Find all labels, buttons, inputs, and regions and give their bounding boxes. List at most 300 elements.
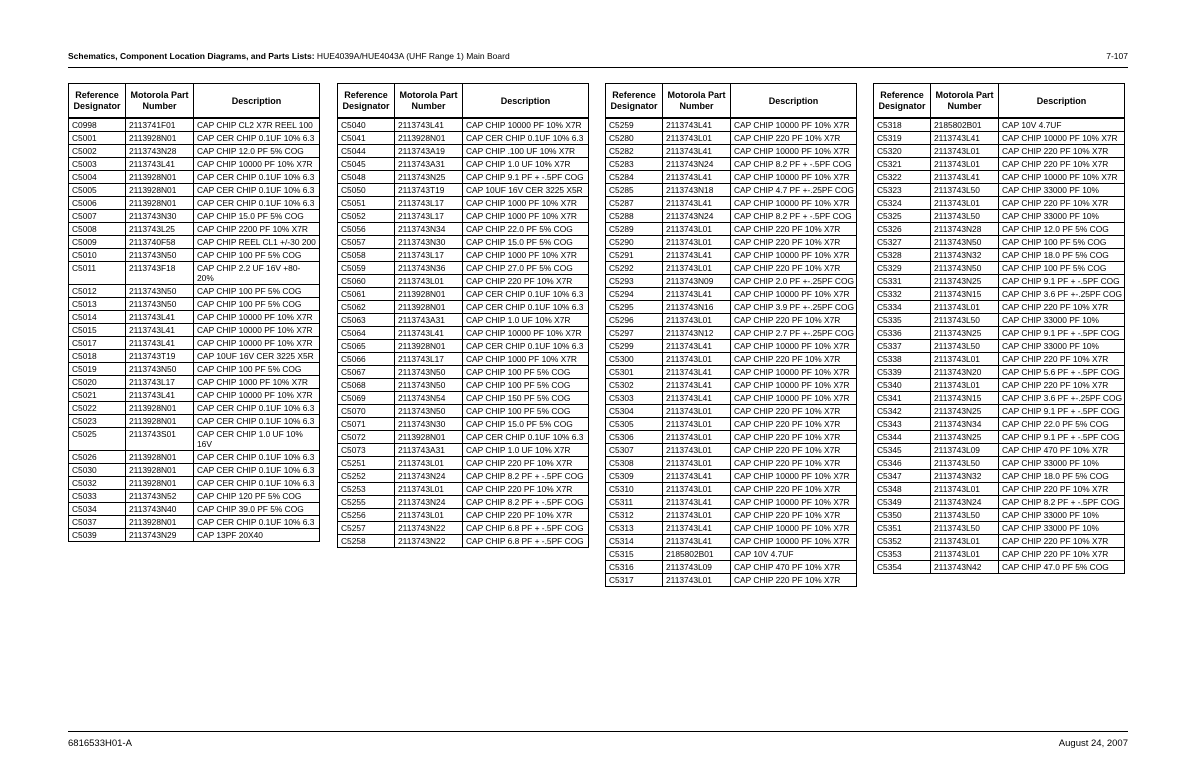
column-header-reference: Reference Designator <box>69 84 126 118</box>
reference-cell: C5021 <box>69 389 126 401</box>
description-cell: CAP CHIP 33000 PF 10% <box>1002 341 1099 351</box>
table-row <box>606 184 856 197</box>
reference-cell: C5032 <box>69 477 126 489</box>
reference-cell: C5346 <box>874 457 931 469</box>
description-cell: CAP CHIP 2.0 PF +-.25PF COG <box>734 276 855 286</box>
reference-cell: C5314 <box>606 535 663 547</box>
reference-cell: C5022 <box>69 402 126 414</box>
table-row <box>338 457 588 470</box>
part-number-cell: 2113743N50 <box>931 236 999 248</box>
part-number-cell: 2113743N32 <box>931 249 999 261</box>
part-number-cell: 2113743N24 <box>663 210 731 222</box>
table-row <box>606 379 856 392</box>
part-number-cell: 2113743N12 <box>663 327 731 339</box>
part-number-cell: 2113743N25 <box>931 275 999 287</box>
part-number-cell: 2113743L01 <box>663 223 731 235</box>
table-row <box>874 483 1124 496</box>
part-number-cell: 2113743L17 <box>395 353 463 365</box>
reference-cell: C5014 <box>69 311 126 323</box>
description-cell: CAP CER CHIP 0.1UF 10% 6.3 <box>466 432 584 442</box>
description-cell: CAP CHIP 220 PF 10% X7R <box>734 133 841 143</box>
table-header <box>874 84 1124 119</box>
table-row <box>874 236 1124 249</box>
part-number-cell: 2113740F58 <box>126 236 194 248</box>
table-row <box>874 132 1124 145</box>
reference-cell: C5296 <box>606 314 663 326</box>
part-number-cell: 2113743L41 <box>395 119 463 131</box>
table-row <box>874 431 1124 444</box>
description-cell: CAP CHIP 1.0 UF 10% X7R <box>466 315 571 325</box>
description-cell: CAP CHIP 100 PF 5% COG <box>466 406 571 416</box>
description-cell: CAP CHIP 22.0 PF 5% COG <box>1002 419 1109 429</box>
part-number-cell: 2113743S01 <box>126 428 194 450</box>
description-cell: CAP CHIP 220 PF 10% X7R <box>734 354 841 364</box>
description-cell: CAP CER CHIP 0.1UF 10% 6.3 <box>197 416 315 426</box>
part-number-cell: 2113743N15 <box>931 392 999 404</box>
reference-cell: C5037 <box>69 516 126 528</box>
description-cell: CAP CHIP 10000 PF 10% X7R <box>734 120 850 130</box>
table-row <box>69 451 319 464</box>
part-number-cell: 2113743N16 <box>663 301 731 313</box>
reference-cell: C5301 <box>606 366 663 378</box>
description-cell: CAP CHIP 220 PF 10% X7R <box>466 458 573 468</box>
table-row <box>874 379 1124 392</box>
part-number-cell: 2113743L01 <box>663 405 731 417</box>
part-number-cell: 2113743N20 <box>931 366 999 378</box>
table-row <box>874 158 1124 171</box>
part-number-cell: 2113743L01 <box>663 418 731 430</box>
table-row <box>874 210 1124 223</box>
table-row <box>338 158 588 171</box>
table-row <box>338 483 588 496</box>
description-cell: CAP CHIP 33000 PF 10% <box>1002 185 1099 195</box>
reference-cell: C0998 <box>69 119 126 131</box>
description-cell: CAP CHIP 9.1 PF + -.5PF COG <box>1002 328 1120 338</box>
reference-cell: C5300 <box>606 353 663 365</box>
table-row <box>874 457 1124 470</box>
reference-cell: C5067 <box>338 366 395 378</box>
part-number-cell: 2113743L01 <box>663 314 731 326</box>
description-cell: CAP CER CHIP 0.1UF 10% 6.3 <box>197 133 315 143</box>
part-number-cell: 2113743L01 <box>663 457 731 469</box>
description-cell: CAP CHIP 33000 PF 10% <box>1002 523 1099 533</box>
part-number-cell: 2113928N01 <box>126 171 194 183</box>
table-row <box>606 197 856 210</box>
part-number-cell: 2113743N25 <box>395 171 463 183</box>
reference-cell: C5321 <box>874 158 931 170</box>
reference-cell: C5318 <box>874 119 931 131</box>
description-cell: CAP CHIP 8.2 PF + -.5PF COG <box>466 471 584 481</box>
table-row <box>338 470 588 483</box>
part-number-cell: 2113743L50 <box>931 509 999 521</box>
reference-cell: C5045 <box>338 158 395 170</box>
description-cell: CAP CHIP 220 PF 10% X7R <box>1002 549 1109 559</box>
reference-cell: C5253 <box>338 483 395 495</box>
description-cell: CAP CHIP 220 PF 10% X7R <box>466 510 573 520</box>
reference-cell: C5048 <box>338 171 395 183</box>
part-number-cell: 2113743N50 <box>931 262 999 274</box>
reference-cell: C5001 <box>69 132 126 144</box>
description-cell: CAP CHIP 33000 PF 10% <box>1002 315 1099 325</box>
part-number-cell: 2113743N09 <box>663 275 731 287</box>
table-row <box>69 503 319 516</box>
part-number-cell: 2113743N22 <box>395 522 463 534</box>
part-number-cell: 2113928N01 <box>126 132 194 144</box>
part-number-cell: 2113743L41 <box>663 197 731 209</box>
table-row <box>338 418 588 431</box>
part-number-cell: 2113743A31 <box>395 444 463 456</box>
reference-cell: C5010 <box>69 249 126 261</box>
table-row <box>69 350 319 363</box>
table-row <box>874 470 1124 483</box>
description-cell: CAP CHIP 220 PF 10% X7R <box>1002 146 1109 156</box>
table-row <box>606 509 856 522</box>
description-cell: CAP CHIP 1000 PF 10% X7R <box>466 250 577 260</box>
reference-cell: C5072 <box>338 431 395 443</box>
description-cell: CAP CHIP 220 PF 10% X7R <box>1002 302 1109 312</box>
reference-cell: C5351 <box>874 522 931 534</box>
description-cell: CAP CHIP 33000 PF 10% <box>1002 211 1099 221</box>
table-row <box>606 483 856 496</box>
reference-cell: C5342 <box>874 405 931 417</box>
table-row <box>338 340 588 353</box>
table-row <box>69 464 319 477</box>
description-cell: CAP CHIP 6.8 PF + -.5PF COG <box>466 536 584 546</box>
part-number-cell: 2113743L41 <box>663 366 731 378</box>
part-number-cell: 2113743L41 <box>126 158 194 170</box>
column-header-reference: Reference Designator <box>338 84 395 118</box>
reference-cell: C5353 <box>874 548 931 560</box>
table-row <box>338 444 588 457</box>
reference-cell: C5050 <box>338 184 395 196</box>
table-row <box>69 171 319 184</box>
reference-cell: C5290 <box>606 236 663 248</box>
reference-cell: C5293 <box>606 275 663 287</box>
description-cell: CAP CHIP 10000 PF 10% X7R <box>734 250 850 260</box>
table-row <box>874 275 1124 288</box>
table-row <box>338 535 588 547</box>
part-number-cell: 2113743L17 <box>395 249 463 261</box>
column-header-description: Description <box>768 95 819 106</box>
description-cell: CAP CHIP 1.0 UF 10% X7R <box>466 445 571 455</box>
table-row <box>69 236 319 249</box>
part-number-cell: 2113743L50 <box>931 522 999 534</box>
description-cell: CAP 13PF 20X40 <box>197 530 263 540</box>
description-cell: CAP CHIP 10000 PF 10% X7R <box>197 312 313 322</box>
part-number-cell: 2113743L09 <box>931 444 999 456</box>
table-row <box>606 301 856 314</box>
part-number-cell: 2113743N32 <box>931 470 999 482</box>
part-number-cell: 2113743L01 <box>663 262 731 274</box>
table-row <box>606 431 856 444</box>
reference-cell: C5005 <box>69 184 126 196</box>
description-cell: CAP CHIP 220 PF 10% X7R <box>734 224 841 234</box>
reference-cell: C5007 <box>69 210 126 222</box>
description-cell: CAP CHIP 4.7 PF +-.25PF COG <box>734 185 855 195</box>
reference-cell: C5295 <box>606 301 663 313</box>
table-row <box>874 548 1124 561</box>
part-number-cell: 2113743N24 <box>395 470 463 482</box>
reference-cell: C5012 <box>69 285 126 297</box>
column-header-part-number: Motorola Part Number <box>395 84 463 118</box>
description-cell: CAP CHIP 22.0 PF 5% COG <box>466 224 573 234</box>
reference-cell: C5066 <box>338 353 395 365</box>
part-number-cell: 2113743N28 <box>126 145 194 157</box>
reference-cell: C5311 <box>606 496 663 508</box>
table-row <box>874 444 1124 457</box>
description-cell: CAP CER CHIP 0.1UF 10% 6.3 <box>197 172 315 182</box>
reference-cell: C5006 <box>69 197 126 209</box>
description-cell: CAP CHIP 10000 PF 10% X7R <box>734 289 850 299</box>
table-row <box>874 535 1124 548</box>
table-row <box>606 132 856 145</box>
part-number-cell: 2113928N01 <box>126 184 194 196</box>
part-number-cell: 2113743L01 <box>931 353 999 365</box>
table-row <box>606 392 856 405</box>
part-number-cell: 2113928N01 <box>395 431 463 443</box>
part-number-cell: 2113743L41 <box>663 392 731 404</box>
description-cell: CAP CHIP 100 PF 5% COG <box>197 286 302 296</box>
reference-cell: C5065 <box>338 340 395 352</box>
description-cell: CAP CER CHIP 0.1UF 10% 6.3 <box>197 185 315 195</box>
reference-cell: C5335 <box>874 314 931 326</box>
table-row <box>69 197 319 210</box>
table-row <box>338 249 588 262</box>
part-number-cell: 2113743L41 <box>663 288 731 300</box>
table-row <box>338 171 588 184</box>
reference-cell: C5324 <box>874 197 931 209</box>
part-number-cell: 2113743A19 <box>395 145 463 157</box>
description-cell: CAP CHIP 10000 PF 10% X7R <box>734 146 850 156</box>
part-number-cell: 2113743L01 <box>395 509 463 521</box>
reference-cell: C5297 <box>606 327 663 339</box>
part-number-cell: 2113743L01 <box>663 483 731 495</box>
table-row <box>69 262 319 285</box>
table-row <box>874 301 1124 314</box>
reference-cell: C5315 <box>606 548 663 560</box>
part-number-cell: 2113743L01 <box>663 353 731 365</box>
column-header-part-number: Motorola Part Number <box>663 84 731 118</box>
table-row <box>69 363 319 376</box>
reference-cell: C5059 <box>338 262 395 274</box>
description-cell: CAP CHIP 6.8 PF + -.5PF COG <box>466 523 584 533</box>
part-number-cell: 2185802B01 <box>663 548 731 560</box>
table-row <box>338 145 588 158</box>
part-number-cell: 2113743L01 <box>663 444 731 456</box>
part-number-cell: 2113743L01 <box>931 548 999 560</box>
parts-table-3 <box>605 83 857 587</box>
table-row <box>874 119 1124 132</box>
reference-cell: C5030 <box>69 464 126 476</box>
part-number-cell: 2113743L50 <box>931 184 999 196</box>
description-cell: CAP 10V 4.7UF <box>1002 120 1062 130</box>
table-row <box>606 288 856 301</box>
reference-cell: C5056 <box>338 223 395 235</box>
description-cell: CAP CHIP 220 PF 10% X7R <box>1002 536 1109 546</box>
reference-cell: C5073 <box>338 444 395 456</box>
description-cell: CAP CHIP 150 PF 5% COG <box>466 393 571 403</box>
part-number-cell: 2113743N30 <box>395 236 463 248</box>
reference-cell: C5041 <box>338 132 395 144</box>
reference-cell: C5015 <box>69 324 126 336</box>
description-cell: CAP CHIP 18.0 PF 5% COG <box>1002 471 1109 481</box>
table-row <box>874 522 1124 535</box>
part-number-cell: 2113743L01 <box>395 275 463 287</box>
part-number-cell: 2113743N25 <box>931 327 999 339</box>
table-row <box>338 223 588 236</box>
header-rule <box>68 67 1128 68</box>
part-number-cell: 2113743L01 <box>663 132 731 144</box>
table-row <box>874 327 1124 340</box>
part-number-cell: 2113743L41 <box>663 171 731 183</box>
part-number-cell: 2113743N36 <box>395 262 463 274</box>
reference-cell: C5068 <box>338 379 395 391</box>
description-cell: CAP CER CHIP 0.1UF 10% 6.3 <box>197 517 315 527</box>
description-cell: CAP CHIP 9.1 PF + -.5PF COG <box>466 172 584 182</box>
description-cell: CAP CER CHIP 0.1UF 10% 6.3 <box>466 289 584 299</box>
table-row <box>606 353 856 366</box>
table-row <box>338 197 588 210</box>
reference-cell: C5071 <box>338 418 395 430</box>
table-row <box>338 327 588 340</box>
part-number-cell: 2113743A31 <box>395 158 463 170</box>
description-cell: CAP CHIP .100 UF 10% X7R <box>466 146 576 156</box>
description-cell: CAP CHIP 2.7 PF +-.25PF COG <box>734 328 855 338</box>
page-number: 7-107 <box>1106 51 1128 61</box>
reference-cell: C5325 <box>874 210 931 222</box>
part-number-cell: 2113743L41 <box>126 337 194 349</box>
table-header <box>606 84 856 119</box>
part-number-cell: 2113743L01 <box>395 457 463 469</box>
reference-cell: C5304 <box>606 405 663 417</box>
part-number-cell: 2113743N25 <box>931 431 999 443</box>
reference-cell: C5313 <box>606 522 663 534</box>
description-cell: CAP CER CHIP 0.1UF 10% 6.3 <box>466 302 584 312</box>
reference-cell: C5316 <box>606 561 663 573</box>
part-number-cell: 2113743L41 <box>395 327 463 339</box>
description-cell: CAP CHIP 220 PF 10% X7R <box>1002 380 1109 390</box>
table-row <box>874 496 1124 509</box>
part-number-cell: 2113928N01 <box>126 402 194 414</box>
table-row <box>874 197 1124 210</box>
table-row <box>69 158 319 171</box>
table-row <box>338 236 588 249</box>
table-row <box>606 535 856 548</box>
table-row <box>69 298 319 311</box>
reference-cell: C5307 <box>606 444 663 456</box>
description-cell: CAP CHIP 10000 PF 10% X7R <box>197 338 313 348</box>
description-cell: CAP CHIP 100 PF 5% COG <box>466 367 571 377</box>
description-cell: CAP CHIP 220 PF 10% X7R <box>1002 198 1109 208</box>
part-number-cell: 2113743L50 <box>931 210 999 222</box>
reference-cell: C5259 <box>606 119 663 131</box>
table-row <box>606 457 856 470</box>
table-row <box>338 119 588 132</box>
part-number-cell: 2113743L01 <box>663 236 731 248</box>
reference-cell: C5025 <box>69 428 126 450</box>
reference-cell: C5283 <box>606 158 663 170</box>
description-cell: CAP CHIP 33000 PF 10% <box>1002 510 1099 520</box>
reference-cell: C5057 <box>338 236 395 248</box>
reference-cell: C5070 <box>338 405 395 417</box>
table-row <box>338 210 588 223</box>
description-cell: CAP CHIP 220 PF 10% X7R <box>734 263 841 273</box>
description-cell: CAP CHIP 10000 PF 10% X7R <box>734 172 850 182</box>
part-number-cell: 2113743N28 <box>931 223 999 235</box>
table-row <box>874 171 1124 184</box>
description-cell: CAP CHIP 10000 PF 10% X7R <box>197 159 313 169</box>
reference-cell: C5280 <box>606 132 663 144</box>
reference-cell: C5341 <box>874 392 931 404</box>
part-number-cell: 2113743L41 <box>931 171 999 183</box>
table-row <box>69 529 319 541</box>
table-header <box>69 84 319 119</box>
description-cell: CAP CHIP 10000 PF 10% X7R <box>734 198 850 208</box>
description-cell: CAP CHIP 220 PF 10% X7R <box>734 432 841 442</box>
reference-cell: C5291 <box>606 249 663 261</box>
reference-cell: C5305 <box>606 418 663 430</box>
description-cell: CAP CHIP 9.1 PF + -.5PF COG <box>1002 432 1120 442</box>
reference-cell: C5003 <box>69 158 126 170</box>
description-cell: CAP 10UF 16V CER 3225 X5R <box>197 351 314 361</box>
table-row <box>874 353 1124 366</box>
reference-cell: C5345 <box>874 444 931 456</box>
part-number-cell: 2113743L41 <box>663 496 731 508</box>
reference-cell: C5004 <box>69 171 126 183</box>
description-cell: CAP CHIP 10000 PF 10% X7R <box>1002 133 1118 143</box>
reference-cell: C5061 <box>338 288 395 300</box>
reference-cell: C5338 <box>874 353 931 365</box>
table-row <box>606 327 856 340</box>
part-number-cell: 2113743N30 <box>126 210 194 222</box>
reference-cell: C5350 <box>874 509 931 521</box>
part-number-cell: 2113928N01 <box>126 464 194 476</box>
table-row <box>69 119 319 132</box>
table-row <box>338 353 588 366</box>
description-cell: CAP CHIP 39.0 PF 5% COG <box>197 504 304 514</box>
reference-cell: C5069 <box>338 392 395 404</box>
table-row <box>606 158 856 171</box>
reference-cell: C5257 <box>338 522 395 534</box>
reference-cell: C5352 <box>874 535 931 547</box>
reference-cell: C5064 <box>338 327 395 339</box>
part-number-cell: 2113743N25 <box>931 405 999 417</box>
reference-cell: C5306 <box>606 431 663 443</box>
description-cell: CAP CHIP 470 PF 10% X7R <box>1002 445 1109 455</box>
table-row <box>606 366 856 379</box>
part-number-cell: 2113743L41 <box>663 145 731 157</box>
description-cell: CAP CHIP 220 PF 10% X7R <box>1002 354 1109 364</box>
part-number-cell: 2113743L50 <box>931 314 999 326</box>
table-row <box>874 262 1124 275</box>
reference-cell: C5287 <box>606 197 663 209</box>
table-row <box>874 288 1124 301</box>
reference-cell: C5019 <box>69 363 126 375</box>
description-cell: CAP CHIP 8.2 PF + -.5PF COG <box>466 497 584 507</box>
description-cell: CAP CER CHIP 0.1UF 10% 6.3 <box>466 133 584 143</box>
part-number-cell: 2113743L17 <box>395 197 463 209</box>
table-row <box>338 314 588 327</box>
table-row <box>338 522 588 535</box>
part-number-cell: 2113743L41 <box>663 522 731 534</box>
part-number-cell: 2113743L01 <box>931 145 999 157</box>
description-cell: CAP CHIP 1000 PF 10% X7R <box>197 377 308 387</box>
description-cell: CAP CHIP 100 PF 5% COG <box>1002 237 1107 247</box>
reference-cell: C5252 <box>338 470 395 482</box>
table-row <box>874 184 1124 197</box>
reference-cell: C5312 <box>606 509 663 521</box>
table-row <box>606 574 856 586</box>
